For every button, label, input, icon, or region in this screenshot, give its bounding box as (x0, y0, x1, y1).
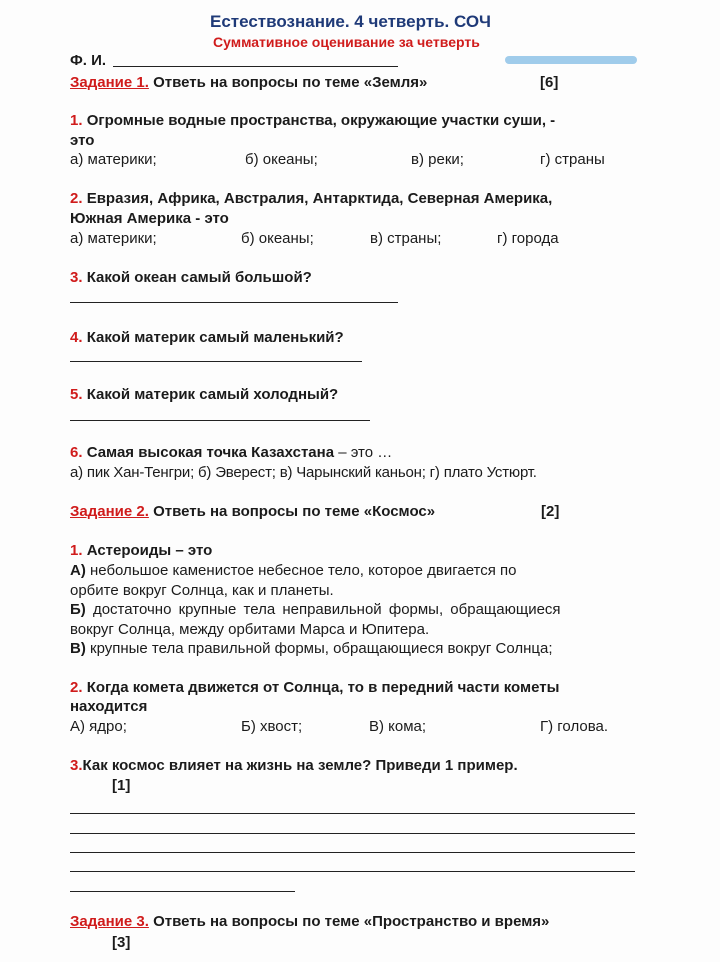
t2-q1-b-line1: достаточно крупные тела неправильной формы, обращающиеся (92, 601, 561, 618)
task3-text: Ответь на вопросы по теме «Пространство и время» (153, 913, 550, 930)
t1-q6-options[interactable]: а) пик Хан-Тенгри; б) Эверест; в) Чарынский каньон; г) плато Устюрт. (70, 464, 537, 481)
t2-q3-answer-line-4[interactable] (70, 871, 635, 872)
t1-q5 (70, 386, 338, 403)
t2-q1-option-c[interactable] (70, 640, 553, 657)
t2-q1-option-b[interactable] (70, 601, 561, 618)
t1-q4-answer-line[interactable] (70, 361, 362, 362)
t1-q4 (70, 329, 344, 346)
t2-q3-text: Как космос влияет на жизнь на земле? Приведи 1 пример. (82, 757, 518, 774)
t2-q2 (70, 679, 559, 696)
t1-q1-option-b[interactable]: б) океаны; (245, 151, 318, 168)
t2-q1-option-a[interactable] (70, 562, 517, 579)
t1-q6-num: 6. (70, 444, 83, 461)
t2-q3-answer-line-2[interactable] (70, 833, 635, 834)
t1-q3-text: Какой океан самый большой? (86, 269, 312, 286)
task1-header (70, 74, 427, 91)
t2-q3-answer-line-3[interactable] (70, 852, 635, 853)
t1-q2-option-a[interactable]: а) материки; (70, 230, 157, 247)
t2-q1-text: Астероиды – это (86, 542, 213, 559)
t1-q4-text: Какой материк самый маленький? (86, 329, 344, 346)
task2-header (70, 503, 435, 520)
t2-q2-option-a[interactable]: А) ядро; (70, 718, 127, 735)
blue-scribble-mark (505, 56, 637, 64)
fio-label: Ф. И. (70, 52, 107, 69)
t1-q5-text: Какой материк самый холодный? (86, 386, 339, 403)
t2-q1-c-line1: крупные тела правильной формы, обращающиеся вокруг Солнца; (90, 640, 553, 657)
task1-text: Ответь на вопросы по теме «Земля» (153, 74, 428, 91)
t2-q1-option-b-line2: вокруг Солнца, между орбитами Марса и Юпитера. (70, 621, 430, 638)
t2-q2-num: 2. (70, 679, 83, 696)
fio-answer-line[interactable] (113, 66, 398, 67)
task3-score: [3] (112, 934, 131, 951)
t1-q2-num: 2. (70, 190, 83, 207)
t2-q2-line2: находится (70, 698, 148, 715)
t2-q3-answer-line-1[interactable] (70, 813, 635, 814)
t2-q1-option-a-line2: орбите вокруг Солнца, как и планеты. (70, 582, 334, 599)
task3-label: Задание 3. (70, 913, 149, 930)
task2-text: Ответь на вопросы по теме «Космос» (153, 503, 436, 520)
task2-score: [2] (541, 503, 560, 520)
t1-q3-answer-line[interactable] (70, 302, 398, 303)
t1-q1-option-a[interactable]: а) материки; (70, 151, 157, 168)
t2-q3-answer-line-5[interactable] (70, 891, 295, 892)
t2-q2-text: Когда комета движется от Солнца, то в передний части кометы (86, 679, 560, 696)
task3-header (70, 913, 549, 930)
t1-q6-tail: – это … (334, 444, 393, 461)
t2-q3-num: 3. (70, 757, 83, 774)
t1-q1 (70, 112, 555, 129)
t2-q1-a-letter: А) (70, 562, 86, 579)
t1-q5-answer-line[interactable] (70, 420, 370, 421)
t1-q2-text: Евразия, Африка, Австралия, Антарктида, Северная Америка, (86, 190, 553, 207)
t1-q5-num: 5. (70, 386, 83, 403)
t1-q1-num: 1. (70, 112, 83, 129)
t2-q2-option-c[interactable]: В) кома; (369, 718, 427, 735)
t2-q1-c-letter: В) (70, 640, 86, 657)
t1-q1-text: Огромные водные пространства, окружающие участки суши, - (86, 112, 556, 129)
task1-label: Задание 1. (70, 74, 149, 91)
task1-score: [6] (540, 74, 559, 91)
t1-q2 (70, 190, 552, 207)
t1-q3 (70, 269, 312, 286)
task2-label: Задание 2. (70, 503, 149, 520)
t1-q1-line2: это (70, 132, 95, 149)
t1-q6-text: Самая высокая точка Казахстана (86, 444, 335, 461)
t1-q3-num: 3. (70, 269, 83, 286)
t1-q4-num: 4. (70, 329, 83, 346)
t2-q1-a-line1: небольшое каменистое небесное тело, которое двигается по (90, 562, 517, 579)
t1-q1-option-d[interactable]: г) страны (540, 151, 605, 168)
page-title: Естествознание. 4 четверть. СОЧ (210, 12, 491, 31)
t2-q1-b-letter: Б) (70, 601, 86, 618)
t2-q3-score: [1] (112, 777, 131, 794)
t2-q3 (70, 757, 518, 774)
t1-q2-option-c[interactable]: в) страны; (370, 230, 442, 247)
t1-q1-option-c[interactable]: в) реки; (411, 151, 464, 168)
t1-q2-line2: Южная Америка - это (70, 210, 229, 227)
t1-q2-option-d[interactable]: г) города (497, 230, 559, 247)
t1-q2-option-b[interactable]: б) океаны; (241, 230, 314, 247)
t2-q2-option-d[interactable]: Г) голова. (540, 718, 609, 735)
t2-q1-num: 1. (70, 542, 83, 559)
t1-q6 (70, 444, 392, 461)
t2-q2-option-b[interactable]: Б) хвост; (241, 718, 303, 735)
t2-q1 (70, 542, 212, 559)
page-subtitle: Суммативное оценивание за четверть (213, 34, 480, 50)
